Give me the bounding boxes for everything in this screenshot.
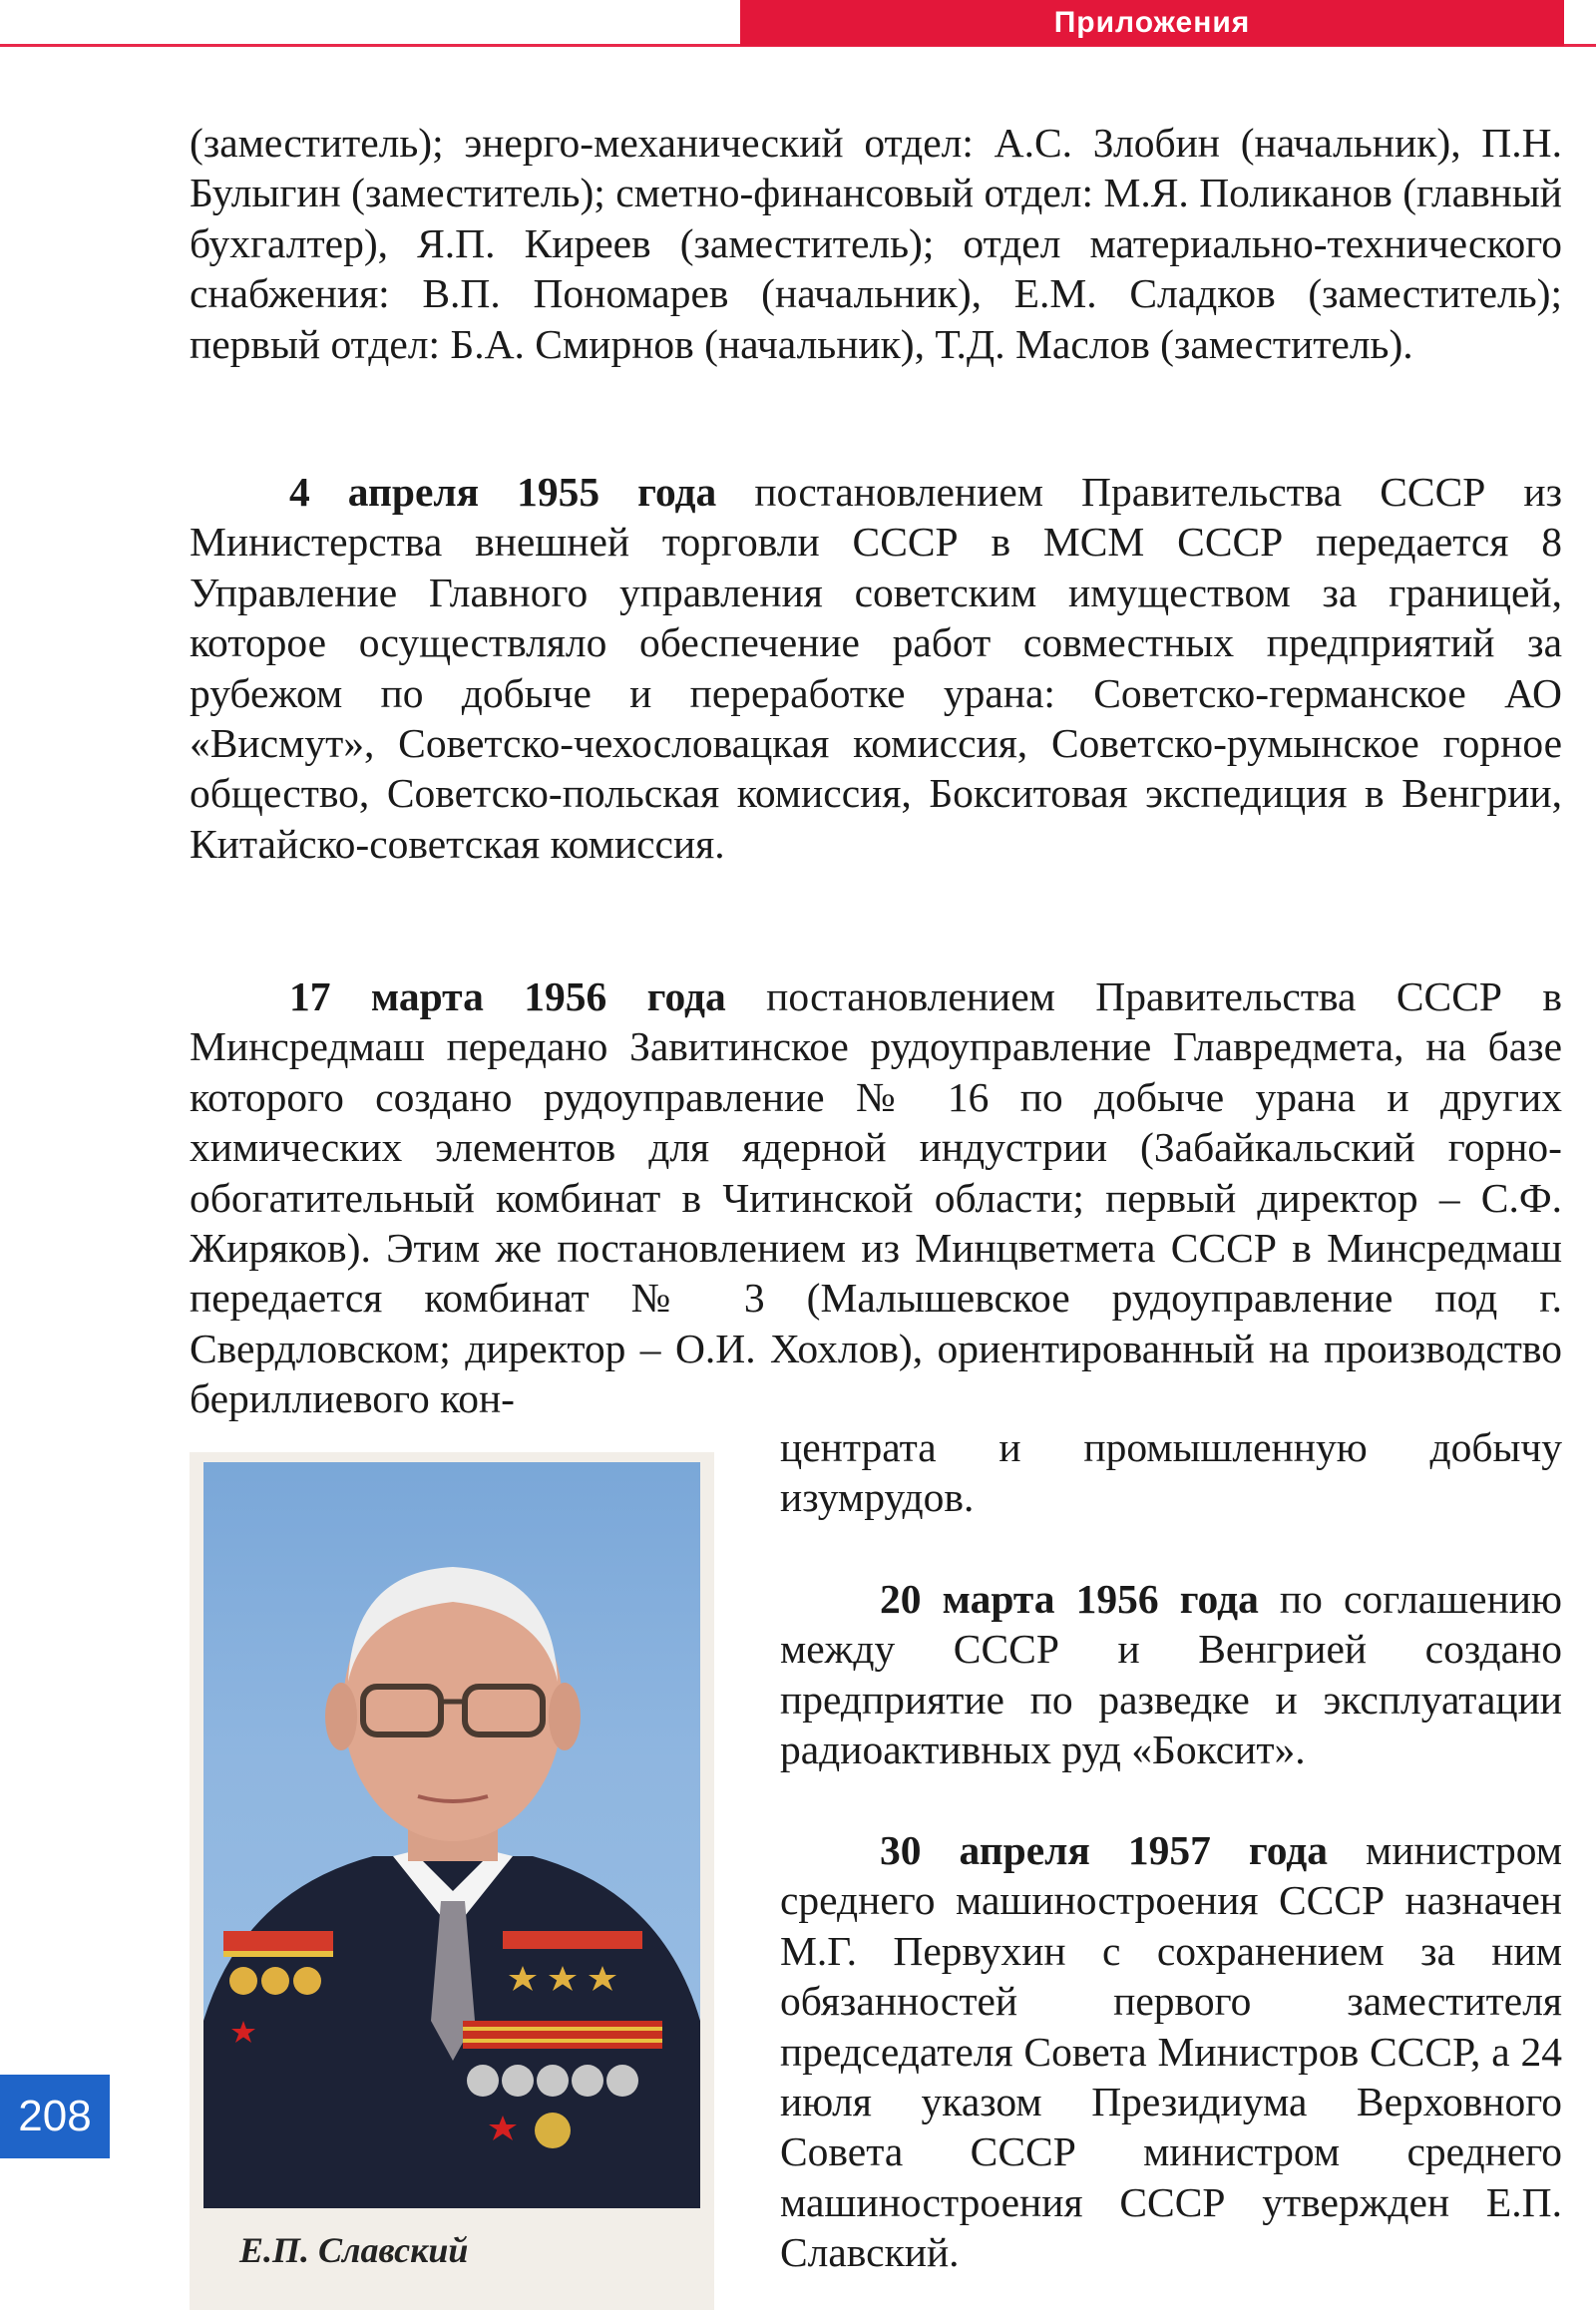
paragraph-1956-march-17-continued: центрата и промышленную добычу изумрудов. bbox=[780, 1424, 1562, 1521]
paragraph-1957-body: министром среднего машиностроения СССР назначен М.Г. Первухин с сохранением за ним обязанностей первого заместителя председателя Совета Министров СССР, а 24 июля указом Президиума Верховного Совета СССР министром среднего машиностроения СССР утвержден Е.П. Славский. bbox=[780, 1827, 1562, 2276]
paragraph-staff-list: (заместитель); энерго-механический отдел: А.С. Злобин (начальник), П.Н. Булыгин (заместитель); сметно-финансовый отдел: М.Я. Поликанов (главный бухгалтер), Я.П. Киреев (заместитель); отдел материально-технического снабжения: В.П. Пономарев (начальник), Е.М. Сладков (заместитель); первый отдел: Б.А. Смирнов (начальник), Т.Д. Маслов (заместитель). bbox=[190, 120, 1562, 367]
page-number: 208 bbox=[0, 2075, 110, 2158]
date-1957: 30 апреля 1957 года bbox=[880, 1827, 1329, 1873]
date-1955: 4 апреля 1955 года bbox=[289, 469, 717, 515]
photo-caption: Е.П. Славский bbox=[239, 2230, 469, 2270]
paragraph-1956-march-20-body: по соглашению между СССР и Венгрией создано предприятие по разведке и эксплуатации радиоактивных руд «Боксит». bbox=[780, 1576, 1562, 1773]
paragraph-1957 bbox=[780, 1825, 1562, 2278]
paragraph-1956-march-17 bbox=[190, 971, 1562, 1424]
section-tab: Приложения bbox=[740, 0, 1564, 46]
paragraph-1956-march-17-body: постановлением Правительства СССР в Минсредмаш передано Завитинское рудоуправление Главредмета, на базе которого создано рудоуправление № 16 по добыче урана и других химических элементов для ядерной индустрии (Забайкальский горно-обогатительный комбинат в Читинской области; первый директор – С.Ф. Жиряков). Этим же постановлением из Минцветмета СССР в Минсредмаш передается комбинат № 3 (Малышевское рудоуправление под г. Свердловском; директор – О.И. Хохлов), ориентированный на производство бериллиевого кон- bbox=[190, 973, 1562, 1422]
portrait-photo bbox=[190, 1452, 714, 2310]
portrait-illustration bbox=[203, 1462, 700, 2208]
paragraph-1956-march-20 bbox=[780, 1574, 1562, 1775]
date-1956-march-17: 17 марта 1956 года bbox=[289, 973, 726, 1019]
portrait-image bbox=[203, 1462, 700, 2208]
paragraph-1955-body: постановлением Правительства СССР из Министерства внешней торговли СССР в МСМ СССР передается 8 Управление Главного управления советским имуществом за границей, которое осуществляло обеспечение работ совместных предприятий за рубежом по добыче и переработке урана: Советско-германское АО «Висмут», Советско-чехословацкая комиссия, Советско-румынское горное общество, Советско-польская комиссия, Бокситовая экспедиция в Венгрии, Китайско-советская комиссия. bbox=[190, 469, 1562, 867]
paragraph-1955 bbox=[190, 467, 1562, 869]
date-1956-march-20: 20 марта 1956 года bbox=[880, 1576, 1259, 1622]
